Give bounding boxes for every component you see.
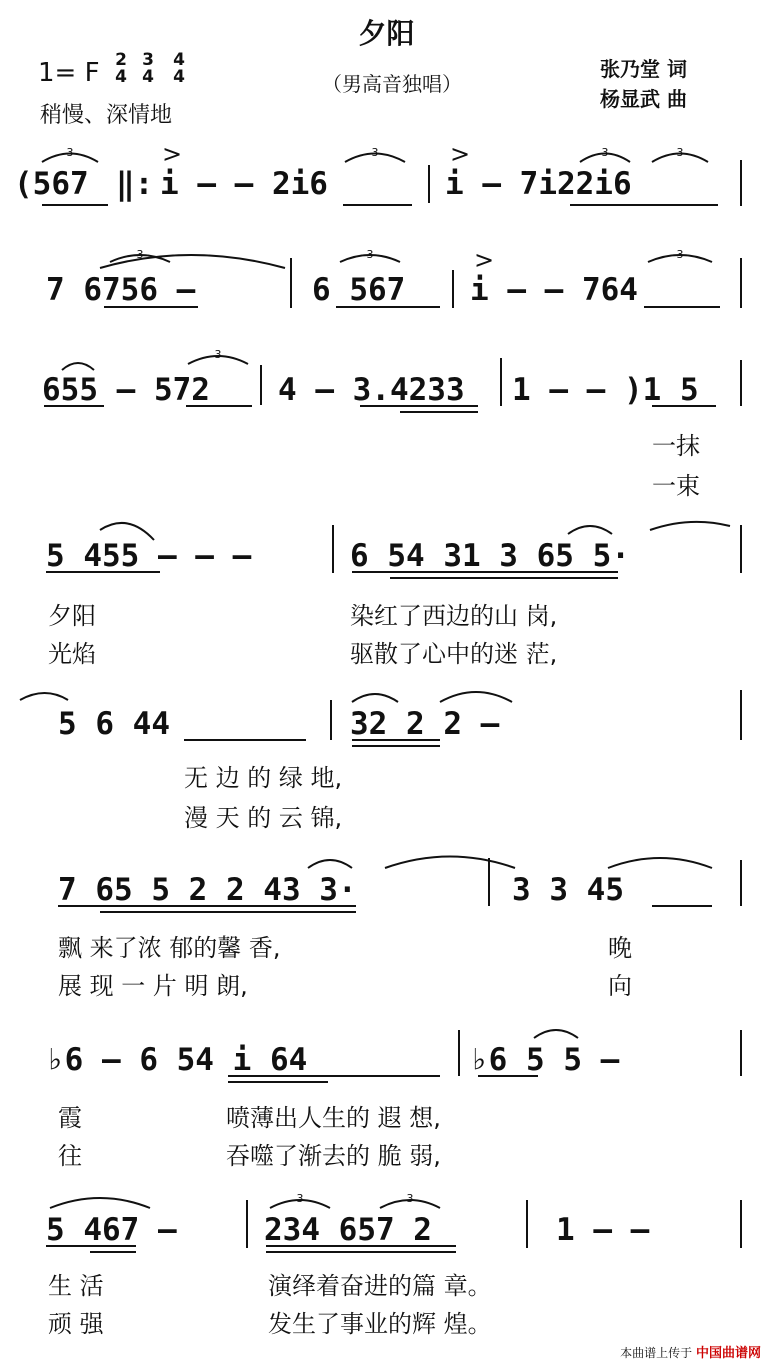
- triplet-slur: [652, 154, 708, 163]
- pickup-lyric-v2: 一束: [652, 472, 700, 500]
- score-row-3-b: 4 – 3.4233: [278, 372, 465, 408]
- score-row-1-b: i – – 2i6: [160, 166, 328, 202]
- slur: [534, 1030, 578, 1038]
- triplet-slur: [188, 356, 248, 364]
- barline: [246, 1200, 248, 1248]
- score-row-5-b: 32 2 2 –: [350, 706, 500, 742]
- lyric-line-5-v1-b: 演绎着奋进的篇 章。: [268, 1272, 492, 1300]
- lyric-line-2-v2: 漫 天 的 云 锦,: [184, 804, 343, 832]
- accent-mark: >: [162, 140, 183, 168]
- triplet-number: 3: [371, 146, 379, 159]
- score-row-3-a: 655 – 572: [42, 372, 210, 408]
- composer: 杨显武 曲: [600, 87, 687, 111]
- footer-brand[interactable]: 中国曲谱网: [695, 1346, 761, 1361]
- barline: [452, 270, 454, 308]
- accent-mark: >: [474, 246, 495, 274]
- triplet-slur: [345, 154, 405, 163]
- triplet-number: 3: [676, 248, 684, 261]
- ts2-bottom: 4: [142, 67, 154, 87]
- barline: [330, 700, 332, 740]
- barline: [740, 160, 742, 206]
- barline: [500, 358, 502, 406]
- triplet-number: 3: [136, 248, 144, 261]
- pickup-lyric-v1: 一抹: [652, 432, 700, 460]
- tie: [100, 255, 285, 268]
- triplet-number: 3: [296, 1192, 304, 1205]
- time-signature-2: [141, 52, 155, 86]
- lyric-line-3-v2-b: 向: [608, 972, 632, 1000]
- barline: [332, 525, 334, 573]
- score-row-5-a: 5 6 44: [58, 706, 170, 742]
- key-signature: 1= F: [38, 58, 100, 88]
- score-row-4-a: 5 455 – – –: [46, 538, 252, 574]
- credits: [600, 54, 687, 114]
- barline: [260, 365, 262, 405]
- lyric-line-1-v1-b: 染红了西边的山 岗,: [350, 602, 558, 630]
- slur: [352, 694, 398, 702]
- time-signature-1: [114, 52, 128, 86]
- lyric-line-5-v1-a: 生 活: [48, 1272, 104, 1300]
- barline: [526, 1200, 528, 1248]
- triplet-number: 3: [66, 146, 74, 159]
- lyric-line-3-v2-a: 展 现 一 片 明 朗,: [58, 972, 248, 1000]
- accent-mark: >: [450, 140, 471, 168]
- ts3-bottom: 4: [173, 67, 185, 87]
- footer: [620, 1342, 761, 1361]
- tie: [650, 522, 730, 530]
- slur: [608, 858, 712, 868]
- lyric-line-4-v2-a: 往: [58, 1142, 82, 1170]
- barline: [740, 690, 742, 740]
- triplet-number: 3: [406, 1192, 414, 1205]
- score-row-8-a: 5 467 –: [46, 1212, 177, 1248]
- triplet-slur: [648, 255, 712, 262]
- ts1-top: 2: [115, 50, 127, 70]
- score-row-7-a: ♭6 – 6 54 i 64: [46, 1042, 308, 1078]
- score-row-7-b: ♭6 5 5 –: [470, 1042, 620, 1078]
- tie: [385, 857, 515, 869]
- tie: [440, 692, 512, 702]
- barline: [740, 525, 742, 573]
- score-row-3-c: 1 – – )1 5: [512, 372, 699, 408]
- score-row-8-c: 1 – –: [556, 1212, 650, 1248]
- score-row-6-a: 7 65 5 2 2 43 3·: [58, 872, 357, 908]
- triplet-slur: [42, 154, 98, 163]
- lyric-line-3-v1-a: 飘 来了浓 郁的馨 香,: [58, 934, 281, 962]
- triplet-number: 3: [676, 146, 684, 159]
- slur: [568, 526, 612, 534]
- score-row-4-b: 6 54 31 3 65 5·: [350, 538, 630, 574]
- lyric-line-1-v2-b: 驱散了心中的迷 茫,: [350, 640, 558, 668]
- score-row-2-c: i – – 764: [470, 272, 638, 308]
- barline: [458, 1030, 460, 1076]
- tempo-marking: 稍慢、深情地: [40, 103, 173, 128]
- lyric-line-4-v1-b: 喷薄出人生的 遐 想,: [226, 1104, 441, 1132]
- lyric-line-5-v2-b: 发生了事业的辉 煌。: [268, 1310, 492, 1338]
- triplet-slur: [340, 255, 400, 262]
- lyric-line-1-v2-a: 光焰: [48, 640, 96, 668]
- time-signature-3: [172, 52, 186, 86]
- score-row-1-a: (567: [14, 166, 89, 202]
- score-row-1-c: i – 7i22i6: [445, 166, 632, 202]
- barline: [740, 1030, 742, 1076]
- slur: [62, 363, 94, 370]
- footer-text: 本曲谱上传于: [620, 1346, 693, 1360]
- ts3-top: 4: [173, 50, 185, 70]
- subtitle: （男高音独唱）: [322, 72, 462, 96]
- triplet-slur: [380, 1200, 440, 1208]
- barline: [740, 860, 742, 906]
- barline: [488, 858, 490, 906]
- triplet-number: 3: [366, 248, 374, 261]
- lyric-line-4-v2-b: 吞噬了渐去的 脆 弱,: [226, 1142, 441, 1170]
- score-row-8-b: 234 657 2: [264, 1212, 432, 1248]
- lyricist: 张乃堂 词: [600, 57, 687, 81]
- lyric-line-3-v1-b: 晚: [608, 934, 632, 962]
- triplet-slur: [110, 255, 170, 262]
- tie: [20, 693, 68, 700]
- slur: [50, 1198, 150, 1208]
- barline: [428, 165, 430, 203]
- score-row-6-b: 3 3 45: [512, 872, 624, 908]
- triplet-slur: [580, 154, 630, 163]
- lyric-line-4-v1-a: 霞: [58, 1104, 82, 1132]
- barline: [740, 258, 742, 308]
- barline: [740, 1200, 742, 1248]
- barline: [740, 360, 742, 406]
- ts2-top: 3: [142, 50, 154, 70]
- lyric-line-5-v2-a: 顽 强: [48, 1310, 104, 1338]
- score-row-2-a: 7 6756 –: [46, 272, 196, 308]
- score-row-2-b: 6 567: [312, 272, 406, 308]
- barline: [290, 258, 292, 308]
- triplet-slur: [270, 1200, 330, 1208]
- lyric-line-1-v1-a: 夕阳: [48, 602, 96, 630]
- title: 夕阳: [358, 17, 415, 50]
- ts1-bottom: 4: [115, 67, 127, 87]
- triplet-number: 3: [601, 146, 609, 159]
- repeat-sign: ‖:: [116, 166, 154, 202]
- slur: [308, 860, 352, 868]
- lyric-line-2-v1: 无 边 的 绿 地,: [184, 764, 343, 792]
- triplet-number: 3: [214, 348, 222, 361]
